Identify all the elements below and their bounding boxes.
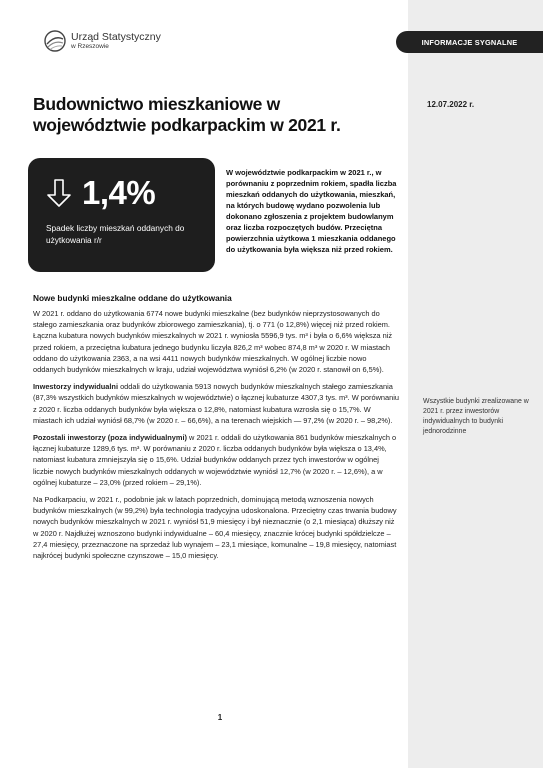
paragraph-4: Na Podkarpaciu, w 2021 r., podobnie jak w latach poprzednich, dominującą metodą wznoszenia nowych budynków mieszkalnych (w 99,2%) była technologia tradycyjna udoskonalona. Przeciętny czas trwania budowy nowych budynków mieszkalnych w 2021 r. wyniósł 51,9 miesięcy i był nieznacznie (o 2,1 miesiąca) dłuższy niż w 2020 r. Najdłużej wznoszono budynki indywidualne – 60,4 miesięcy, znacznie krócej budynki spółdzielcze – 27,4 miesięcy, przeznaczone na sprzedaż lub wynajem – 23,1 miesiące, komunalne – 19,8 miesięcy, natomiast najkrócej budynki społeczne czynszowe – 15,0 miesięcy. <box>33 495 397 561</box>
paragraph-1: W 2021 r. oddano do użytkowania 6774 nowe budynki mieszkalne (bez budynków nieprzystosowanych do stałego zamieszkania oraz budynków zbiorowego zamieszkania), tj. o 771 (o 12,8%) więcej niż przed rokiem. Łączna kubatura nowych budynków mieszkalnych w 2021 r. wyniosła 5596,9 tys. m³ i była o 6,6% większa niż przed rokiem, a przeciętna kubatura jednego budynku liczyła 826,2 m³ wobec 874,8 m³ w 2020 r. W miastach oddano do użytkowania 2363, a na wsi 4411 nowych budynków mieszkalnych. W ogólnej liczbie nowo oddanych budynków mieszkalnych w kraju, udział województwa wyniósł 6,2% (w 2020 r. stanowił on 6,5%). <box>33 309 393 375</box>
body-text <box>33 308 399 567</box>
logo <box>44 30 161 52</box>
logo-subtitle: w Rzeszowie <box>71 43 109 50</box>
stat-highlight-box <box>28 158 215 272</box>
stat-value: 1,4% <box>82 174 156 211</box>
page-title: Budownictwo mieszkaniowe w województwie podkarpackim w 2021 r. <box>33 94 341 135</box>
paragraph-3-text: w 2021 r. oddali do użytkowania 861 budynków mieszkalnych o łącznej kubaturze 1289,6 tys. m³. W porównaniu z 2020 r. liczba oddanych budynków była większa o 13,4%, natomiast kubatura zmniejszyła się o 15,6%. Udział budynków oddanych przez tych inwestorów w ogólnej liczbie nowych budynków mieszkalnych oddanych w województwie wyniósł 12,7% (w 2020 r. – 12,6%), a w ogólnej kubaturze – 23,0% (przed rokiem – 29,1%). <box>33 433 397 487</box>
paragraph-3 <box>33 432 399 488</box>
logo-name: Urząd Statystyczny <box>71 30 161 43</box>
paragraph-2 <box>33 381 399 426</box>
paragraph-3-lead: Pozostali inwestorzy (poza indywidualnymi) <box>33 433 187 443</box>
page-number: 1 <box>217 713 223 722</box>
arrow-down-icon <box>46 178 72 213</box>
section-heading: Nowe budynki mieszkalne oddane do użytkowania <box>33 293 232 303</box>
section-badge: INFORMACJE SYGNALNE <box>396 31 543 53</box>
statistics-office-logo-icon <box>44 30 66 52</box>
side-note: Wszystkie budynki zrealizowane w 2021 r. przez inwestorów indywidualnych to budynki jednorodzinne <box>423 398 529 435</box>
paragraph-2-lead: Inwestorzy indywidualni <box>33 382 119 392</box>
sidebar-panel <box>408 0 543 768</box>
stat-description: Spadek liczby mieszkań oddanych do użytkowania r/r <box>46 223 185 245</box>
publication-date: 12.07.2022 r. <box>427 100 475 109</box>
paragraph-2-text: oddali do użytkowania 5913 nowych budynków mieszkalnych stałego zamieszkania (87,3% wszystkich budynków mieszkalnych w województwie) o łącznej kubaturze 4307,3 tys. m³. W porównaniu z 2020 r. liczba oddanych budynków była większa o 12,8%, natomiast kubatura wzrosła się o 15,7%. W miastach ich udział wyniósł 68,7% (w 2020 r. – 66,6%), a na terenach wiejskich — 97,2% (w 2020 r. – 98,2%). <box>33 382 399 425</box>
summary-text: W województwie podkarpackim w 2021 r., w porównaniu z poprzednim rokiem, spadła liczba mieszkań oddanych do użytkowania, mieszkań, na których budowę wydano pozwolenia lub dokonano zgłoszenia z projektem budowlanym oraz liczba rozpoczętych budów. Przeciętna powierzchnia użytkowa 1 mieszkania oddanego do użytkowania była większa niż przed rokiem. <box>226 168 397 254</box>
